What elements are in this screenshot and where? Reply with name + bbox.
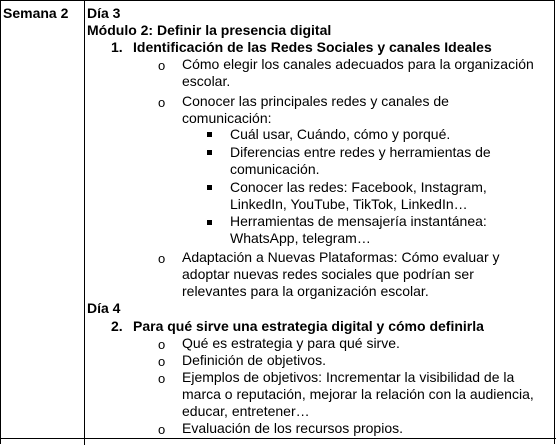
sub-item-line: WhatsApp, telegram… [230, 230, 371, 246]
list-item-line: Evaluación de los recursos propios. [182, 420, 404, 436]
list-item-line: Definición de objetivos. [182, 352, 326, 368]
list-item-line: Adaptación a Nuevas Plataformas: Cómo evaluar y [182, 249, 500, 265]
row-divider [1, 438, 556, 439]
module-title: Módulo 2: Definir la presencia digital [87, 22, 332, 38]
square-bullet-icon [207, 132, 212, 137]
week-label: Semana 2 [3, 5, 69, 21]
square-bullet-icon [207, 220, 212, 225]
list-item-line: educar, entretener… [182, 403, 310, 419]
day3-heading: Día 3 [87, 5, 121, 21]
day4-heading: Día 4 [87, 300, 121, 316]
bullet-icon: o [158, 95, 166, 110]
bullet-icon: o [158, 251, 166, 266]
list-item-line: marca o reputación, mejorar la relación con la audiencia, [182, 386, 534, 402]
list-item-line: Cómo elegir los canales adecuados para la organización [182, 56, 534, 72]
column-divider [84, 1, 85, 445]
list-item-line: Ejemplos de objetivos: Incrementar la visibilidad de la [182, 369, 515, 385]
list-item-line: comunicación: [182, 110, 272, 126]
bullet-icon: o [158, 58, 166, 73]
sub-item-line: Diferencias entre redes y herramientas de [230, 144, 491, 160]
list-item-line: adoptar nuevas redes sociales que podrían ser [182, 266, 474, 282]
square-bullet-icon [207, 150, 212, 155]
bullet-icon: o [158, 422, 166, 437]
bullet-icon: o [158, 354, 166, 369]
list-item-line: Qué es estrategia y para qué sirve. [182, 335, 400, 351]
list-item-line: relevantes para la organización escolar. [182, 283, 429, 299]
sub-item-line: Herramientas de mensajería instantánea: [230, 213, 487, 229]
list-item-line: escolar. [182, 73, 231, 89]
sub-item-line: LinkedIn, YouTube, TikTok, LinkedIn… [230, 196, 468, 212]
list-item-line: Conocer las principales redes y canales de [182, 93, 449, 109]
sub-item-line: Conocer las redes: Facebook, Instagram, [230, 179, 487, 195]
square-bullet-icon [207, 185, 212, 190]
section2-number: 2. [111, 318, 123, 334]
sub-item-line: Cuál usar, Cuándo, cómo y porqué. [230, 126, 451, 142]
section1-number: 1. [111, 39, 123, 55]
bullet-icon: o [158, 337, 166, 352]
section2-title: Para qué sirve una estrategia digital y cómo definirla [133, 318, 484, 334]
bullet-icon: o [158, 371, 166, 386]
sub-item-line: comunicación. [230, 161, 320, 177]
section1-title: Identificación de las Redes Sociales y canales Ideales [133, 39, 492, 55]
